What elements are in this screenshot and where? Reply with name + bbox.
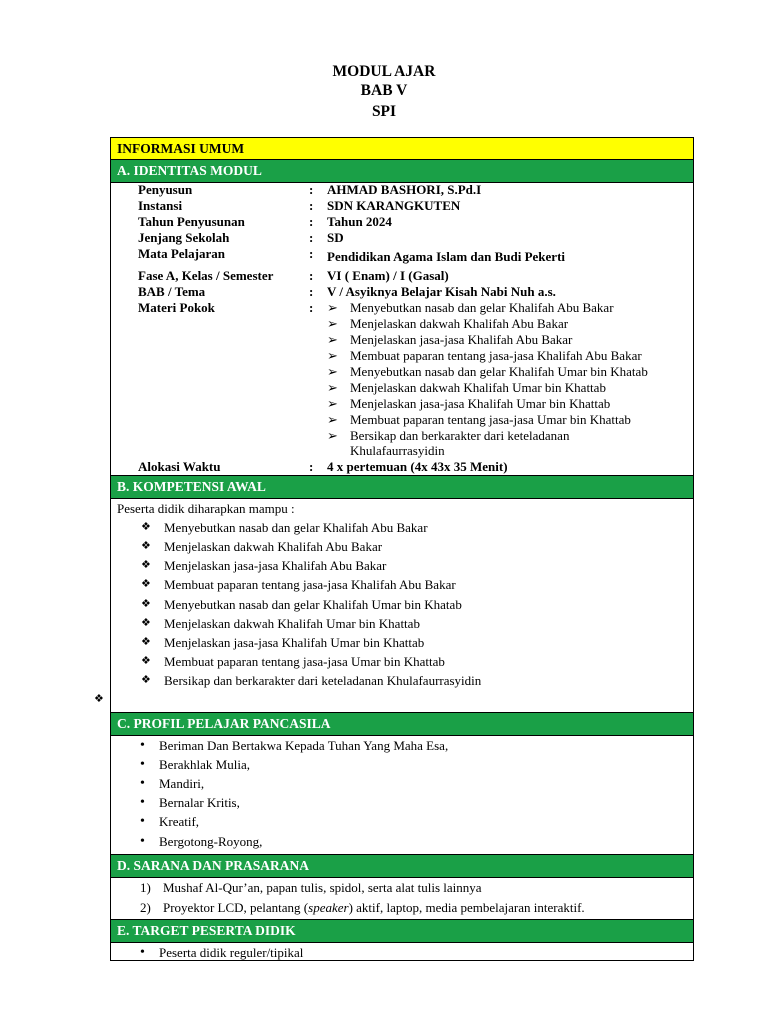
colon: : — [309, 268, 314, 283]
diamond-bullet-icon: ❖ — [141, 598, 151, 610]
profil-item: Kreatif, — [159, 814, 200, 829]
label-jenjang: Jenjang Sekolah — [138, 230, 230, 245]
kompetensi-item: Bersikap dan berkarakter dari keteladanan Khulafaurrasyidin — [164, 673, 482, 688]
section-identitas-modul: A. IDENTITAS MODUL — [111, 160, 693, 182]
kompetensi-item: Menyebutkan nasab dan gelar Khalifah Umar bin Khatab — [164, 597, 462, 612]
value-penyusun: AHMAD BASHORI, S.Pd.I — [327, 182, 482, 197]
materi-item: Menyebutkan nasab dan gelar Khalifah Abu Bakar — [350, 300, 614, 315]
bullet-icon: • — [140, 945, 145, 960]
section-informasi-umum: INFORMASI UMUM — [111, 138, 693, 160]
sarana-number: 1) — [140, 880, 151, 895]
diamond-bullet-icon: ❖ — [141, 674, 151, 686]
value-mapel: Pendidikan Agama Islam dan Budi Pekerti — [327, 249, 566, 264]
target-item: Peserta didik reguler/tipikal — [159, 945, 304, 960]
sarana-item-text: Proyektor LCD, pelantang ( — [163, 900, 309, 915]
colon: : — [309, 230, 314, 245]
document-title: MODUL AJAR — [332, 63, 436, 80]
arrow-bullet-icon: ➢ — [327, 332, 338, 347]
materi-item: Menjelaskan jasa-jasa Khalifah Umar bin Khattab — [350, 396, 611, 411]
label-mapel: Mata Pelajaran — [138, 246, 226, 261]
sarana-item: Mushaf Al-Qur’an, papan tulis, spidol, serta alat tulis lainnya — [163, 880, 482, 895]
value-alokasi: 4 x pertemuan (4x 43x 35 Menit) — [327, 459, 508, 474]
bullet-icon: • — [140, 795, 145, 810]
arrow-bullet-icon: ➢ — [327, 396, 338, 411]
kompetensi-intro: Peserta didik diharapkan mampu : — [117, 501, 295, 516]
section-profil-pelajar: C. PROFIL PELAJAR PANCASILA — [111, 713, 693, 735]
materi-item: Membuat paparan tentang jasa-jasa Umar bin Khattab — [350, 412, 631, 427]
label-tahun: Tahun Penyusunan — [138, 214, 245, 229]
materi-item: Menjelaskan dakwah Khalifah Abu Bakar — [350, 316, 569, 331]
label-fase: Fase A, Kelas / Semester — [138, 268, 274, 283]
materi-item: Membuat paparan tentang jasa-jasa Khalifah Abu Bakar — [350, 348, 642, 363]
profil-item: Beriman Dan Bertakwa Kepada Tuhan Yang Maha Esa, — [159, 738, 449, 753]
profil-item: Berakhlak Mulia, — [159, 757, 250, 772]
sarana-item-text: ) aktif, laptop, media pembelajaran interaktif. — [348, 900, 585, 915]
colon: : — [309, 214, 314, 229]
kompetensi-item: Menjelaskan dakwah Khalifah Umar bin Khattab — [164, 616, 420, 631]
value-tahun: Tahun 2024 — [327, 214, 392, 229]
kompetensi-item: Menyebutkan nasab dan gelar Khalifah Abu Bakar — [164, 520, 428, 535]
label-penyusun: Penyusun — [138, 182, 193, 197]
profil-item: Mandiri, — [159, 776, 205, 791]
arrow-bullet-icon: ➢ — [327, 428, 338, 443]
colon: : — [309, 246, 314, 261]
label-materi: Materi Pokok — [138, 300, 215, 315]
kompetensi-item: Menjelaskan dakwah Khalifah Abu Bakar — [164, 539, 383, 554]
diamond-bullet-icon: ❖ — [141, 521, 151, 533]
colon: : — [309, 284, 314, 299]
diamond-bullet-icon: ❖ — [141, 540, 151, 552]
section-kompetensi-awal: B. KOMPETENSI AWAL — [111, 476, 693, 498]
materi-item: Menjelaskan jasa-jasa Khalifah Abu Bakar — [350, 332, 573, 347]
materi-item-continuation: Khulafaurrasyidin — [350, 443, 445, 458]
kompetensi-item: Menjelaskan jasa-jasa Khalifah Umar bin Khattab — [164, 635, 425, 650]
document-subtitle-bab: BAB V — [360, 82, 408, 99]
stray-diamond-icon: ❖ — [94, 693, 104, 705]
label-instansi: Instansi — [138, 198, 183, 213]
value-jenjang: SD — [327, 230, 344, 245]
value-instansi: SDN KARANGKUTEN — [327, 198, 461, 213]
profil-item: Bernalar Kritis, — [159, 795, 240, 810]
bullet-icon: • — [140, 757, 145, 772]
section-sarana-prasarana: D. SARANA DAN PRASARANA — [111, 855, 693, 877]
materi-item: Bersikap dan berkarakter dari keteladanan — [350, 428, 570, 443]
kompetensi-item: Membuat paparan tentang jasa-jasa Umar bin Khattab — [164, 654, 445, 669]
bullet-icon: • — [140, 738, 145, 753]
diamond-bullet-icon: ❖ — [141, 617, 151, 629]
colon: : — [309, 459, 314, 474]
arrow-bullet-icon: ➢ — [327, 348, 338, 363]
materi-item: Menyebutkan nasab dan gelar Khalifah Umar bin Khatab — [350, 364, 648, 379]
diamond-bullet-icon: ❖ — [141, 578, 151, 590]
bullet-icon: • — [140, 834, 145, 849]
divider — [110, 498, 694, 499]
value-fase: VI ( Enam) / I (Gasal) — [327, 268, 449, 283]
kompetensi-item: Menjelaskan jasa-jasa Khalifah Abu Bakar — [164, 558, 387, 573]
colon: : — [309, 182, 314, 197]
kompetensi-item: Membuat paparan tentang jasa-jasa Khalifah Abu Bakar — [164, 577, 456, 592]
bullet-icon: • — [140, 814, 145, 829]
document-subtitle-spi: SPI — [371, 103, 397, 120]
profil-item: Bergotong-Royong, — [159, 834, 263, 849]
materi-item: Menjelaskan dakwah Khalifah Umar bin Khattab — [350, 380, 606, 395]
arrow-bullet-icon: ➢ — [327, 316, 338, 331]
diamond-bullet-icon: ❖ — [141, 636, 151, 648]
arrow-bullet-icon: ➢ — [327, 300, 338, 315]
sarana-item — [163, 898, 585, 917]
sarana-number: 2) — [140, 900, 151, 915]
arrow-bullet-icon: ➢ — [327, 364, 338, 379]
diamond-bullet-icon: ❖ — [141, 655, 151, 667]
diamond-bullet-icon: ❖ — [141, 559, 151, 571]
label-bab: BAB / Tema — [138, 284, 206, 299]
label-alokasi: Alokasi Waktu — [138, 459, 221, 474]
arrow-bullet-icon: ➢ — [327, 380, 338, 395]
arrow-bullet-icon: ➢ — [327, 412, 338, 427]
value-bab: V / Asyiknya Belajar Kisah Nabi Nuh a.s. — [327, 284, 556, 299]
sarana-item-emphasis: speaker — [308, 900, 349, 915]
bullet-icon: • — [140, 776, 145, 791]
colon: : — [309, 300, 314, 315]
colon: : — [309, 198, 314, 213]
section-target-peserta: E. TARGET PESERTA DIDIK — [111, 920, 693, 942]
